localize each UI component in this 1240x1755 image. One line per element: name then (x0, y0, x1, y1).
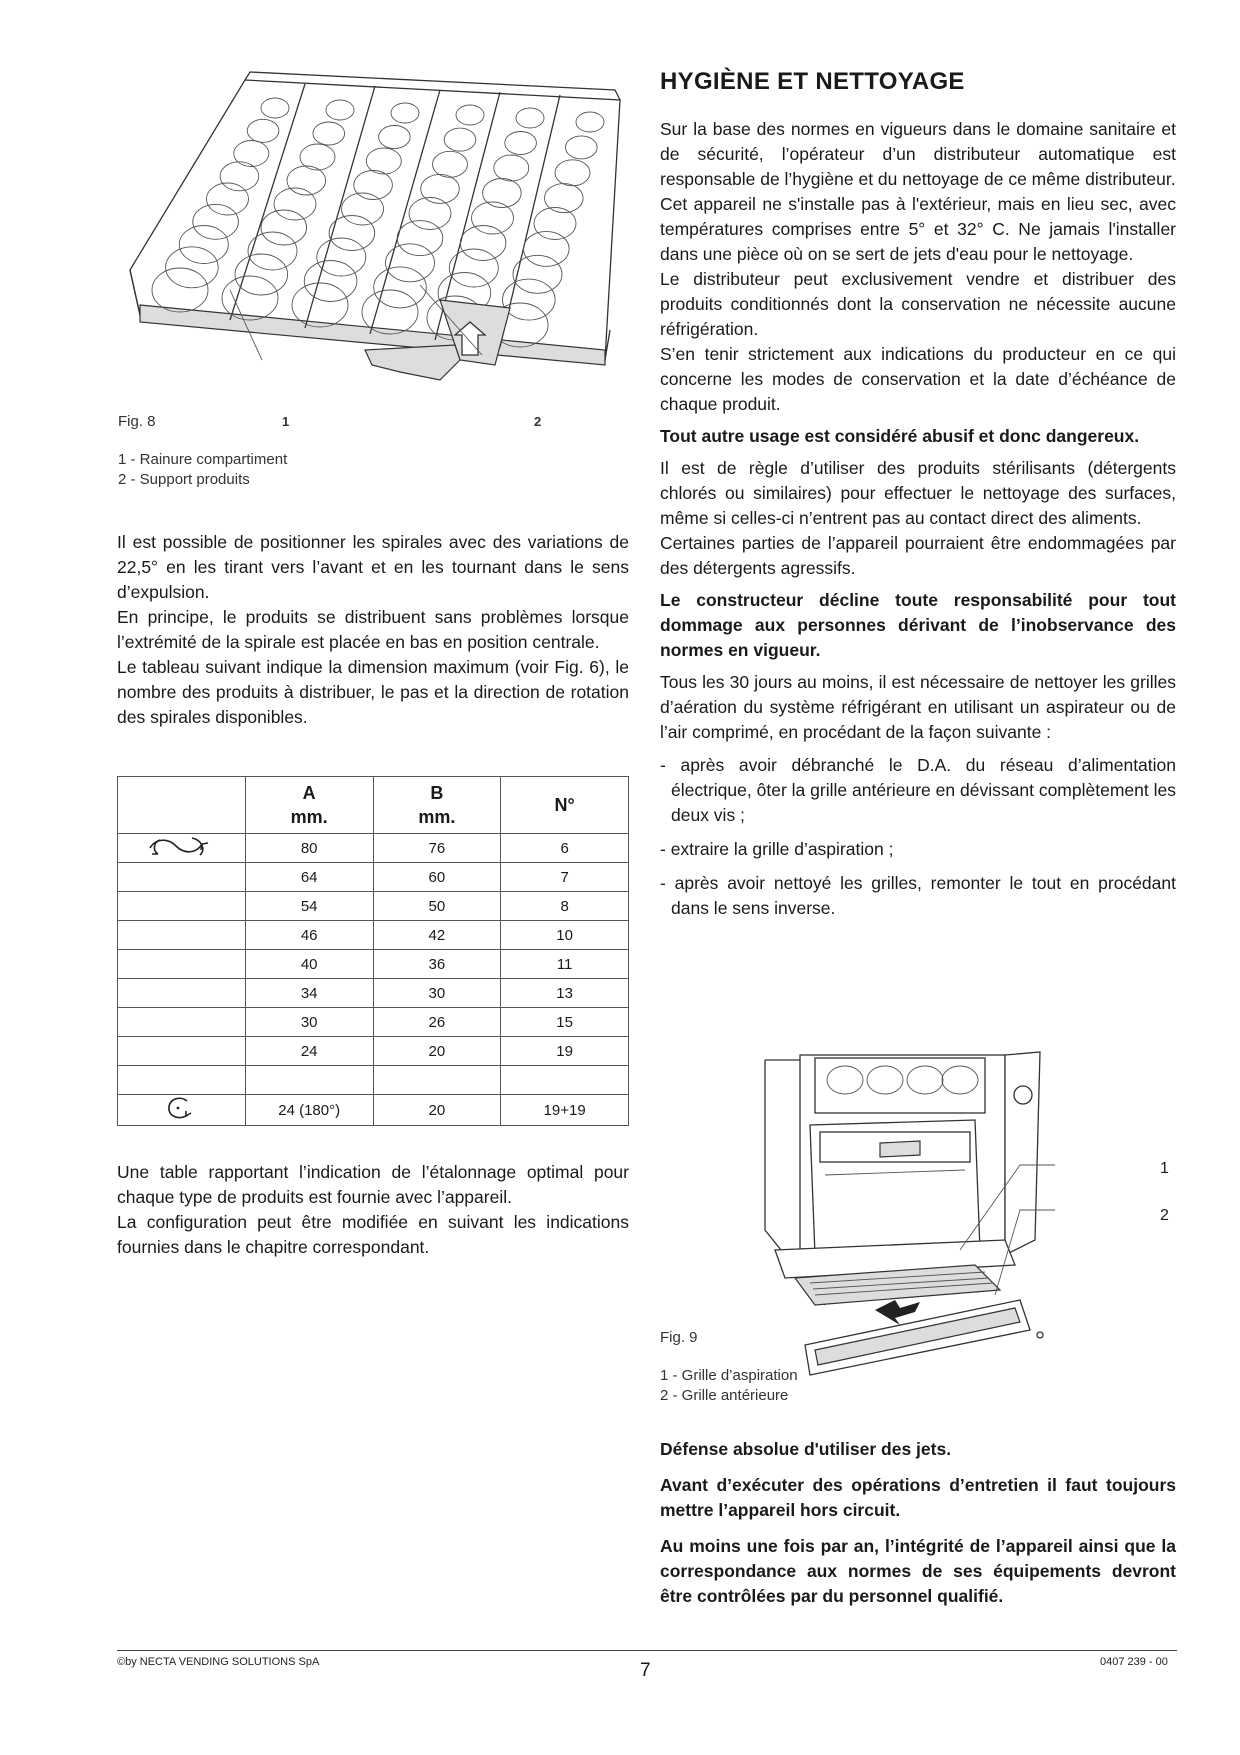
spiral-spec-table (117, 776, 629, 1126)
single-spiral-icon (118, 1095, 246, 1126)
fig9-callout-1: 1 (1160, 1160, 1169, 1177)
fig9-legend-item-2: 2 - Grille antérieure (660, 1387, 789, 1404)
left-paragraph-2: En principe, le produits se distribuent sans problèmes lorsque l’extrémité de la spirale est placée en bas en position centrale. (117, 607, 629, 652)
fig8-label: Fig. 8 (118, 413, 156, 430)
cleaning-step-2: - extraire la grille d’aspiration ; (660, 839, 894, 859)
table-header-a: A mm. (245, 777, 373, 834)
cleaning-step-3: - après avoir nettoyé les grilles, remonter le tout en procédant dans le sens inverse. (660, 873, 1176, 918)
table-row: 54 50 8 (118, 892, 629, 921)
right-warnings (660, 1437, 1176, 1609)
fig8-callout-2: 2 (534, 414, 542, 429)
table-row: 46 42 10 (118, 921, 629, 950)
table-header-empty (118, 777, 246, 834)
fig9-callout-2: 2 (1160, 1207, 1169, 1224)
fig8-legend-item-2: 2 - Support produits (118, 471, 250, 488)
left-paragraph-5: La configuration peut être modifiée en suivant les indications fournies dans le chapitre correspondant. (117, 1212, 629, 1257)
table-header-row (118, 777, 629, 834)
table-row (118, 1066, 629, 1095)
footer-rule (117, 1650, 1177, 1651)
right-paragraph-1: Sur la base des normes en vigueurs dans le domaine sanitaire et de sécurité, l’opérateur d’un distributeur automatique est responsable de l’hygiène et du nettoyage de ce même distributeur. (660, 119, 1176, 189)
figure-9 (755, 1050, 1180, 1405)
left-paragraph-1: Il est possible de positionner les spirales avec des variations de 22,5° en les tirant vers l’avant et en les tournant dans le sens d’expulsion. (117, 532, 629, 602)
double-spiral-icon (118, 834, 246, 863)
warning-no-jets: Défense absolue d'utiliser des jets. (660, 1439, 952, 1459)
table-row: 24 (180°) 20 19+19 (118, 1095, 629, 1126)
footer-copyright: ©by NECTA VENDING SOLUTIONS SpA (117, 1656, 320, 1668)
right-paragraph-3: Le distributeur peut exclusivement vendre et distribuer des produits conditionnés dont la conservation ne nécessite aucune réfrigération. (660, 269, 1176, 339)
left-paragraph-4: Une table rapportant l’indication de l’étalonnage optimal pour chaque type de produits est fournie avec l’appareil. (117, 1162, 629, 1207)
table-row: 64 60 7 (118, 863, 629, 892)
left-paragraph-3: Le tableau suivant indique la dimension maximum (voir Fig. 6), le nombre des produits à distribuer, le pas et la direction de rotation des spirales disponibles. (117, 657, 629, 727)
table-row: 40 36 11 (118, 950, 629, 979)
table-row: 30 26 15 (118, 1008, 629, 1037)
table-row: 24 20 19 (118, 1037, 629, 1066)
fig9-label: Fig. 9 (660, 1329, 698, 1346)
warning-power-off: Avant d’exécuter des opérations d’entretien il faut toujours mettre l’appareil hors circuit. (660, 1475, 1176, 1520)
vending-machine-grille-drawing (755, 1050, 1180, 1405)
table-row: 34 30 13 (118, 979, 629, 1008)
right-paragraph-7: Tous les 30 jours au moins, il est nécessaire de nettoyer les grilles d’aération du système réfrigérant en utilisant un aspirateur ou de l’air comprimé, en procédant de la façon suivante : (660, 672, 1176, 742)
spiral-tray-drawing (110, 60, 630, 390)
fig9-legend (660, 1366, 798, 1406)
left-intro-text (117, 530, 629, 730)
page-number: 7 (640, 1660, 651, 1681)
table-header-b: B mm. (373, 777, 501, 834)
right-paragraph-6: Certaines parties de l’appareil pourraient être endommagées par des détergents agressifs. (660, 533, 1176, 578)
fig8-legend (118, 450, 287, 490)
left-closing-text (117, 1160, 629, 1260)
fig8-legend-item-1: 1 - Rainure compartiment (118, 451, 288, 468)
table-header-n: N° (501, 777, 629, 834)
fig8-callout-1: 1 (282, 414, 290, 429)
cleaning-step-1: - après avoir débranché le D.A. du réseau d’alimentation électrique, ôter la grille antérieure en dévissant complètement les deux vis ; (660, 755, 1176, 825)
fig9-legend-item-1: 1 - Grille d’aspiration (660, 1367, 798, 1384)
figure-8 (110, 60, 630, 390)
document-code: 0407 239 - 00 (1100, 1656, 1168, 1668)
warning-liability: Le constructeur décline toute responsabilité pour tout dommage aux personnes dérivant de l’inobservance des normes en vigueur. (660, 590, 1176, 660)
right-body-text (660, 117, 1176, 930)
warning-annual-check: Au moins une fois par an, l’intégrité de l’appareil ainsi que la correspondance aux normes de ses équipements devront être contrôlées par du personnel qualifié. (660, 1536, 1176, 1606)
right-paragraph-4: S’en tenir strictement aux indications du producteur en ce qui concerne les modes de conservation et la date d’échéance de chaque produit. (660, 344, 1176, 414)
right-paragraph-5: Il est de règle d’utiliser des produits stérilisants (détergents chlorés ou similaires) pour effectuer le nettoyage des surfaces, même si celles-ci n’entrent pas au contact direct des aliments. (660, 458, 1176, 528)
table-row: 80 76 6 (118, 834, 629, 863)
right-paragraph-2: Cet appareil ne s'installe pas à l'extérieur, mais en lieu sec, avec températures comprises entre 5° et 32° C. Ne jamais l'installer dans une pièce où on se sert de jets d'eau pour le nettoyage. (660, 194, 1176, 264)
warning-abusive-use: Tout autre usage est considéré abusif et donc dangereux. (660, 426, 1140, 446)
section-title: HYGIÈNE ET NETTOYAGE (660, 68, 965, 95)
